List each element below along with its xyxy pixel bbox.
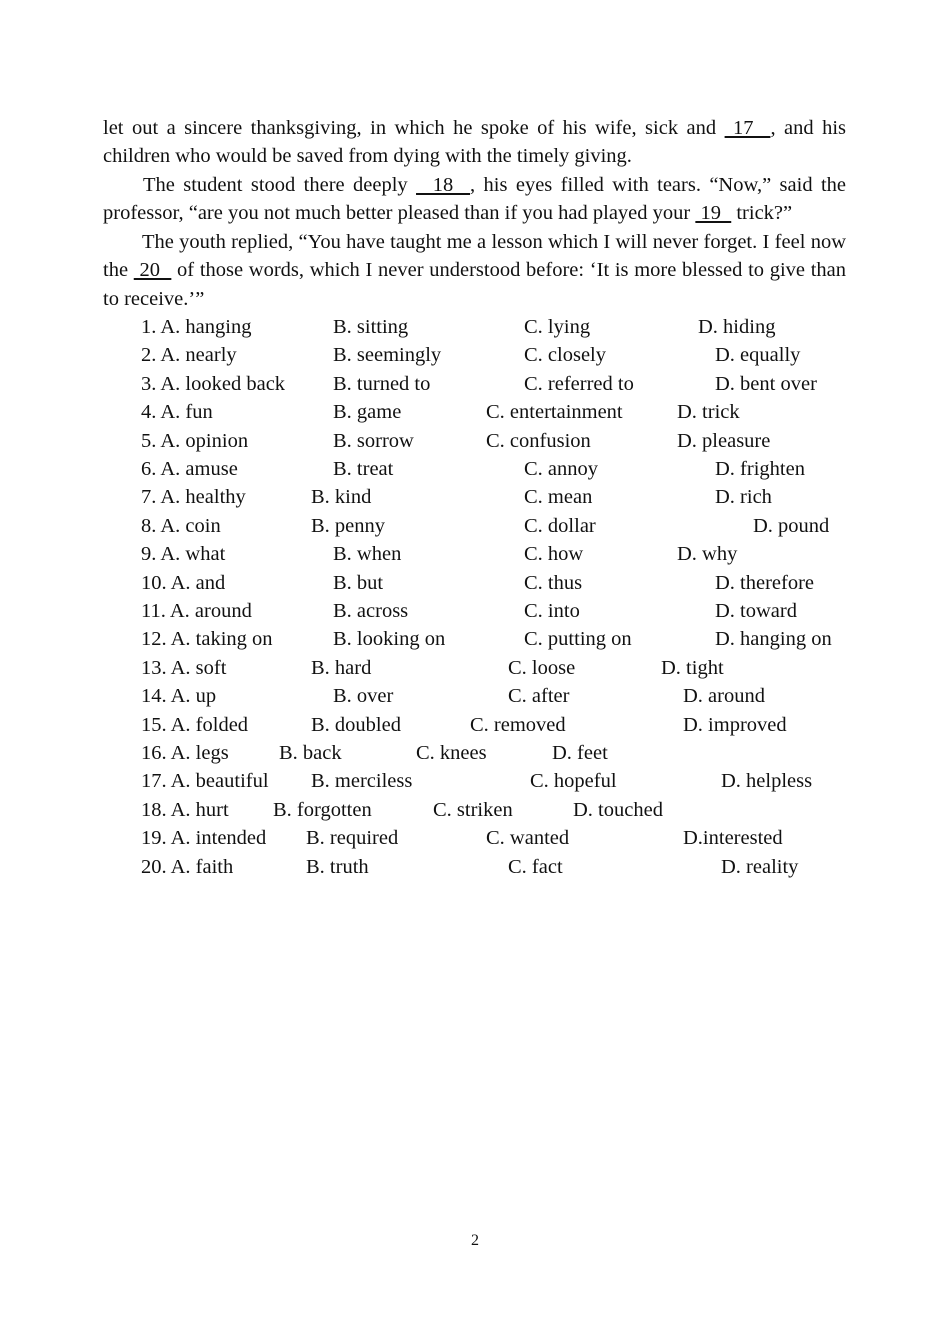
- passage-text: of those words, which I never understood before: ‘It is more blessed to give than to receive.’”: [103, 259, 846, 310]
- option-19-b: B. required: [306, 827, 399, 850]
- option-20-a: 20. A. faith: [141, 855, 234, 878]
- option-13-c: C. loose: [508, 656, 576, 679]
- option-19-a: 19. A. intended: [141, 827, 267, 850]
- option-7-b: B. kind: [311, 486, 372, 509]
- option-13-a: 13. A. soft: [141, 656, 227, 679]
- passage-text: , and his children who would be saved from dying with the timely giving.: [103, 117, 847, 168]
- option-17-c: C. hopeful: [530, 770, 617, 793]
- option-8-d: D. pound: [753, 514, 830, 537]
- option-1-c: C. lying: [524, 316, 591, 338]
- option-15-b: B. doubled: [311, 713, 401, 736]
- blank-20: 20: [133, 259, 172, 282]
- passage-text: let out a sincere thanksgiving, in which he spoke of his wife, sick and: [103, 117, 725, 139]
- option-1-b: B. sitting: [333, 316, 409, 338]
- option-9-c: C. how: [524, 543, 584, 566]
- option-3-a: 3. A. looked back: [141, 372, 286, 395]
- option-20-d: D. reality: [721, 855, 799, 878]
- passage-paragraph-1: [103, 114, 846, 171]
- option-10-d: D. therefore: [715, 571, 815, 594]
- option-14-a: 14. A. up: [141, 685, 217, 708]
- blank-19: 19: [695, 202, 732, 225]
- option-13-d: D. tight: [661, 656, 724, 679]
- option-7-a: 7. A. healthy: [141, 486, 246, 509]
- option-3-c: C. referred to: [524, 372, 634, 395]
- option-17-d: D. helpless: [721, 770, 813, 793]
- option-4-b: B. game: [333, 401, 402, 424]
- option-18-a: 18. A. hurt: [141, 798, 229, 821]
- option-11-c: C. into: [524, 600, 580, 622]
- option-4-a: 4. A. fun: [141, 401, 213, 424]
- passage-paragraph-3: [103, 228, 846, 313]
- option-18-c: C. striken: [433, 798, 513, 821]
- option-16-b: B. back: [279, 742, 342, 764]
- passage-text: , his eyes filled with tears. “Now,” said the professor, “are you not much better pleased than if you had played your: [103, 174, 846, 225]
- option-6-c: C. annoy: [524, 458, 599, 480]
- option-5-d: D. pleasure: [677, 429, 771, 452]
- option-12-c: C. putting on: [524, 628, 632, 651]
- option-12-b: B. looking on: [333, 628, 446, 651]
- option-11-a: 11. A. around: [141, 600, 252, 622]
- option-4-c: C. entertainment: [486, 401, 623, 424]
- option-6-a: 6. A. amuse: [141, 458, 238, 480]
- option-7-d: D. rich: [715, 486, 772, 509]
- passage-paragraph-2: [103, 171, 846, 228]
- option-9-d: D. why: [677, 543, 738, 566]
- option-20-b: B. truth: [306, 855, 369, 878]
- option-15-c: C. removed: [470, 713, 566, 736]
- option-12-a: 12. A. taking on: [141, 628, 273, 651]
- option-3-d: D. bent over: [715, 372, 817, 395]
- option-11-d: D. toward: [715, 600, 797, 622]
- option-17-b: B. merciless: [311, 770, 413, 793]
- option-8-c: C. dollar: [524, 514, 596, 537]
- option-5-b: B. sorrow: [333, 429, 414, 452]
- option-15-a: 15. A. folded: [141, 713, 249, 736]
- option-2-b: B. seemingly: [333, 344, 442, 367]
- option-2-d: D. equally: [715, 344, 801, 367]
- option-10-a: 10. A. and: [141, 571, 226, 594]
- option-11-b: B. across: [333, 600, 409, 622]
- blank-18: 18: [416, 174, 471, 196]
- option-20-c: C. fact: [508, 855, 563, 878]
- option-3-b: B. turned to: [333, 372, 431, 395]
- page-number: 2: [471, 1232, 479, 1249]
- option-14-c: C. after: [508, 685, 570, 708]
- option-2-c: C. closely: [524, 344, 606, 367]
- option-10-c: C. thus: [524, 571, 583, 594]
- option-16-c: C. knees: [416, 742, 487, 764]
- option-9-b: B. when: [333, 543, 402, 566]
- option-18-d: D. touched: [573, 798, 663, 821]
- option-5-a: 5. A. opinion: [141, 429, 249, 452]
- option-10-b: B. but: [333, 571, 384, 594]
- option-18-b: B. forgotten: [273, 798, 372, 821]
- option-16-a: 16. A. legs: [141, 742, 229, 764]
- option-8-a: 8. A. coin: [141, 514, 221, 537]
- option-19-d: D.interested: [683, 827, 783, 850]
- option-5-c: C. confusion: [486, 429, 591, 452]
- passage-text: The student stood there deeply: [143, 174, 417, 196]
- option-1-a: 1. A. hanging: [141, 316, 252, 338]
- option-1-d: D. hiding: [698, 316, 776, 338]
- option-16-d: D. feet: [552, 742, 608, 764]
- passage-text: The youth replied, “You have taught me a lesson which I will never forget. I feel now the: [103, 231, 846, 282]
- option-14-d: D. around: [683, 685, 765, 708]
- option-6-b: B. treat: [333, 458, 394, 480]
- option-9-a: 9. A. what: [141, 543, 226, 566]
- option-2-a: 2. A. nearly: [141, 344, 237, 367]
- passage-text: trick?”: [731, 202, 793, 225]
- option-4-d: D. trick: [677, 401, 740, 424]
- option-14-b: B. over: [333, 685, 394, 708]
- option-12-d: D. hanging on: [715, 628, 832, 651]
- option-15-d: D. improved: [683, 713, 787, 736]
- option-13-b: B. hard: [311, 656, 372, 679]
- option-6-d: D. frighten: [715, 458, 805, 480]
- option-17-a: 17. A. beautiful: [141, 770, 269, 793]
- option-19-c: C. wanted: [486, 827, 570, 850]
- option-8-b: B. penny: [311, 514, 386, 537]
- option-7-c: C. mean: [524, 486, 593, 509]
- blank-17: 17: [724, 117, 771, 139]
